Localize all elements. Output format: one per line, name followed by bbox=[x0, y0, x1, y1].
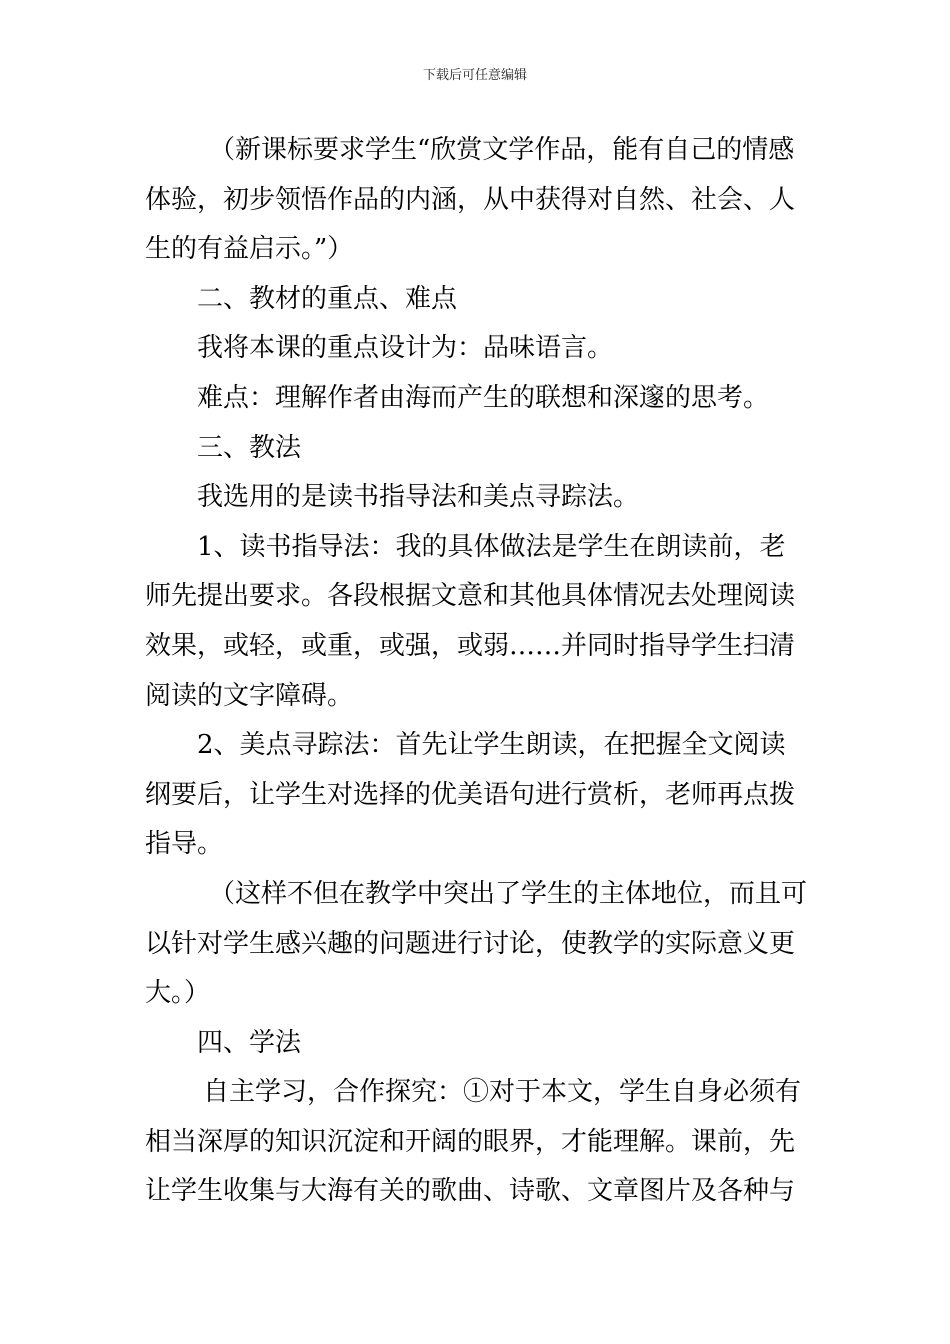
heading-learning-method: 四、学法 bbox=[197, 1027, 302, 1058]
paragraph-student-subject: （这样不但在教学中突出了学生的主体地位，而且可以针对学生感兴趣的问题进行讨论，使教学的实际意义更大。） bbox=[145, 878, 808, 1009]
heading-key-points: 二、教材的重点、难点 bbox=[197, 283, 458, 314]
paragraph-key-point: 我将本课的重点设计为：品味语言。 bbox=[197, 333, 614, 364]
paragraph-reading-guidance: 1、读书指导法：我的具体做法是学生在朗读前，老师先提出要求。各段根据文意和其他具体情况去处理阅读效果，或轻，或重，或强，或弱……并同时指导学生扫清阅读的文字障碍。 bbox=[145, 531, 796, 711]
page-header: 下载后可任意编辑 bbox=[422, 68, 527, 83]
paragraph-self-study: 自主学习，合作探究：①对于本文，学生自身必须有相当深厚的知识沉淀和开阔的眼界，才能理解。课前，先让学生收集与大海有关的歌曲、诗歌、文章图片及各种与 bbox=[145, 1077, 802, 1207]
paragraph-methods-chosen: 我选用的是读书指导法和美点寻踪法。 bbox=[197, 482, 640, 513]
paragraph-difficulty: 难点：理解作者由海而产生的联想和深邃的思考。 bbox=[197, 382, 770, 413]
paragraph-beauty-tracing: 2、美点寻踪法：首先让学生朗读，在把握全文阅读纲要后，让学生对选择的优美语句进行赏析，老师再点拨指导。 bbox=[145, 730, 796, 860]
paragraph-standard-requirement: （新课标要求学生“欣赏文学作品，能有自己的情感体验，初步领悟作品的内涵，从中获得对自然、社会、人生的有益启示。”） bbox=[145, 135, 796, 265]
heading-teaching-method: 三、教法 bbox=[197, 432, 302, 463]
document-body bbox=[145, 126, 810, 1217]
